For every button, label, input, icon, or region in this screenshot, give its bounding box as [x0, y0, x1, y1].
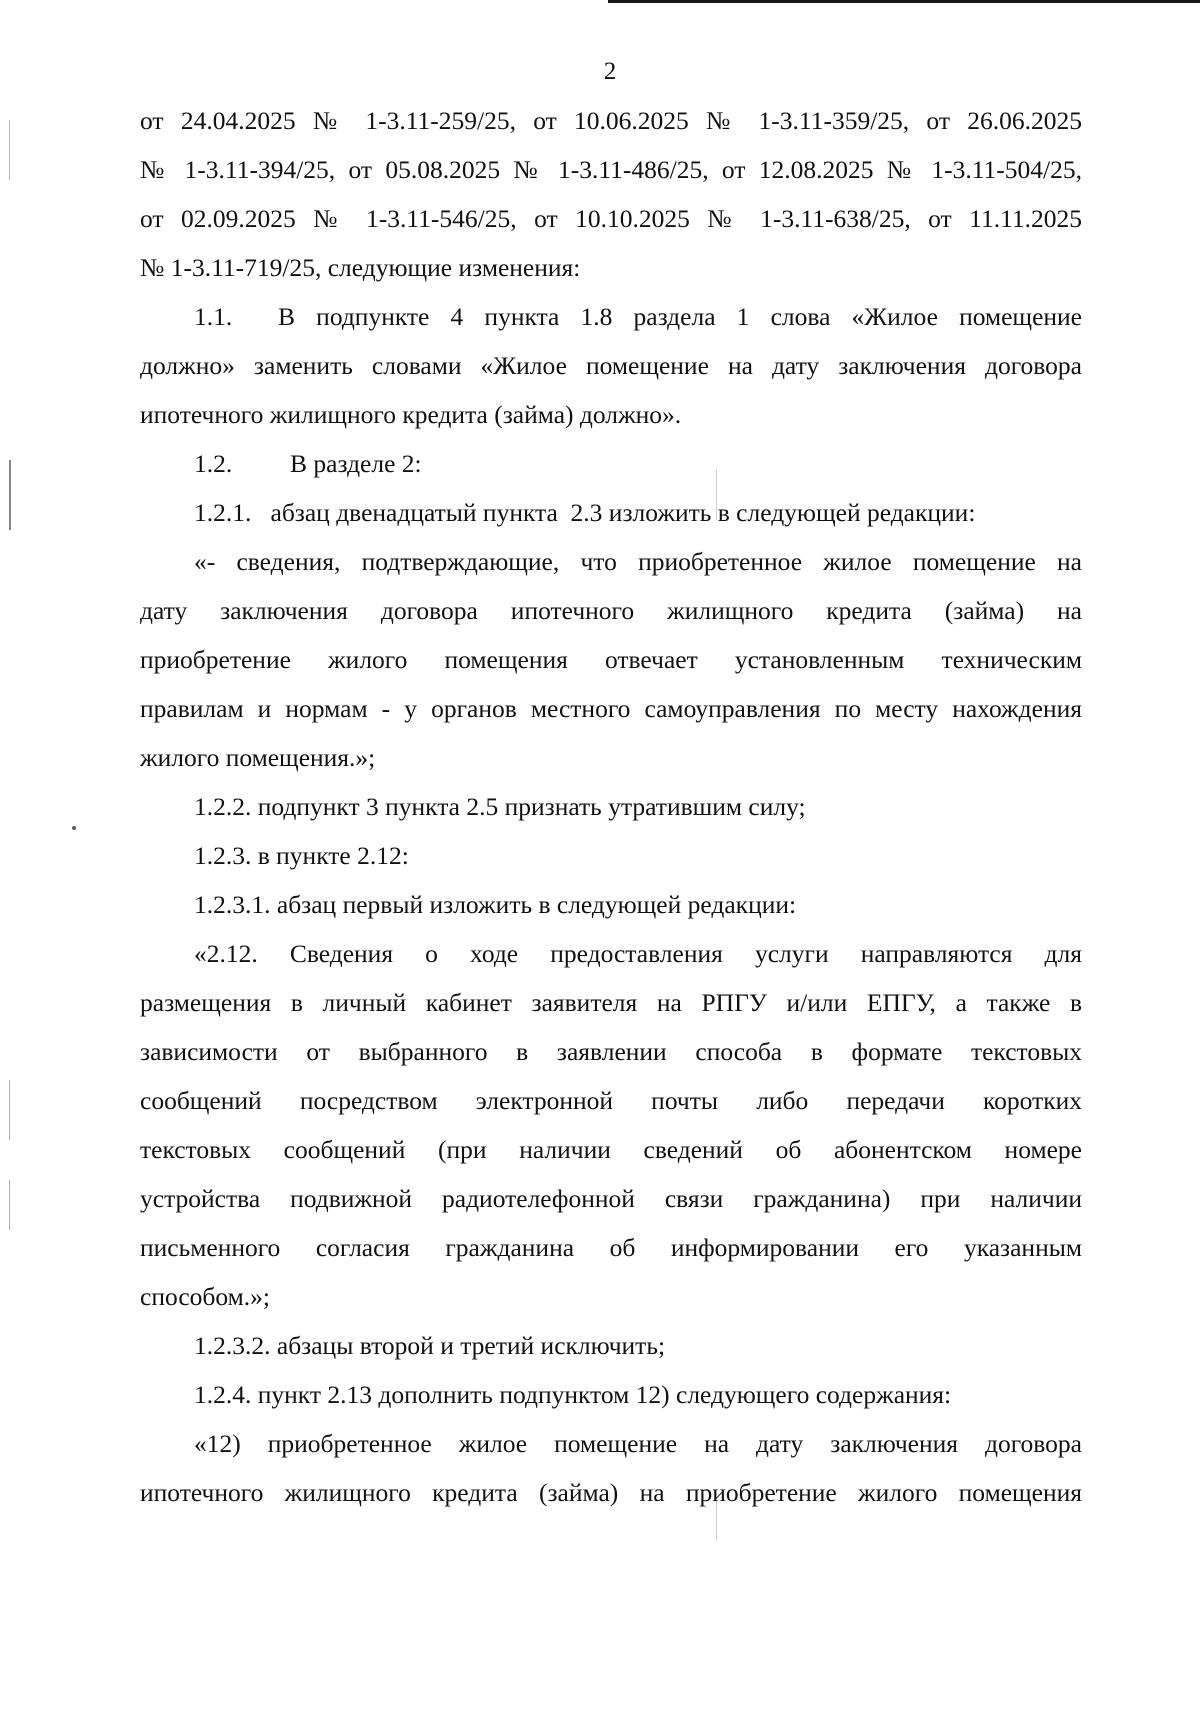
- text-line: ипотечного жилищного кредита (займа) должно».: [140, 400, 682, 429]
- quote-line: сообщений посредством электронной почты либо передачи коротких: [140, 1086, 1082, 1115]
- quote-line: приобретение жилого помещения отвечает установленным техническим: [140, 645, 1082, 674]
- paragraph-1-2-3: 1.2.3. в пункте 2.12:: [194, 841, 409, 870]
- text-line: № 1-3.11-394/25, от 05.08.2025 № 1-3.11-486/25, от 12.08.2025 № 1-3.11-504/25,: [140, 155, 1082, 184]
- paragraph-1-2-2: 1.2.2. подпункт 3 пункта 2.5 признать утратившим силу;: [194, 792, 806, 821]
- paragraph-1-2-1: 1.2.1. абзац двенадцатый пункта 2.3 изложить в следующей редакции:: [194, 498, 976, 527]
- quote-line: ипотечного жилищного кредита (займа) на приобретение жилого помещения: [140, 1478, 1082, 1507]
- scan-top-edge-line: [608, 0, 1200, 3]
- quote-line: «12) приобретенное жилое помещение на дату заключения договора: [194, 1429, 1082, 1458]
- text-line: № 1-3.11-719/25, следующие изменения:: [140, 253, 581, 282]
- quote-line: текстовых сообщений (при наличии сведений об абонентском номере: [140, 1135, 1082, 1164]
- quote-line: «2.12. Сведения о ходе предоставления услуги направляются для: [194, 939, 1082, 968]
- paragraph-1-2-4: 1.2.4. пункт 2.13 дополнить подпунктом 12) следующего содержания:: [194, 1380, 952, 1409]
- document-body: [140, 96, 1082, 1517]
- scan-artifact: [72, 826, 76, 830]
- paragraph-1-2-3-2: 1.2.3.2. абзацы второй и третий исключить;: [194, 1331, 666, 1360]
- text-line: от 24.04.2025 № 1-3.11-259/25, от 10.06.2025 № 1-3.11-359/25, от 26.06.2025: [140, 106, 1082, 135]
- scan-artifact: [9, 460, 11, 530]
- paragraph-1-1: [140, 292, 1082, 341]
- paragraph-1-2: [140, 439, 1082, 488]
- scan-artifact: [9, 120, 10, 180]
- text-line: должно» заменить словами «Жилое помещение на дату заключения договора: [140, 351, 1082, 380]
- quote-line: устройства подвижной радиотелефонной связи гражданина) при наличии: [140, 1184, 1082, 1213]
- quote-line: правилам и нормам - у органов местного самоуправления по месту нахождения: [140, 694, 1082, 723]
- scan-artifact: [9, 1080, 10, 1140]
- quote-line: зависимости от выбранного в заявлении способа в формате текстовых: [140, 1037, 1082, 1066]
- quote-line: способом.»;: [140, 1282, 271, 1311]
- item-number: 1.2.: [194, 449, 233, 478]
- item-number: 1.1.: [194, 302, 233, 331]
- item-text: В разделе 2:: [290, 449, 422, 478]
- text-line: от 02.09.2025 № 1-3.11-546/25, от 10.10.2025 № 1-3.11-638/25, от 11.11.2025: [140, 204, 1082, 233]
- quote-line: дату заключения договора ипотечного жилищного кредита (займа) на: [140, 596, 1082, 625]
- paragraph-1-2-3-1: 1.2.3.1. абзац первый изложить в следующей редакции:: [194, 890, 797, 919]
- page-number: 2: [603, 58, 617, 85]
- scan-artifact: [716, 1500, 717, 1540]
- quote-line: письменного согласия гражданина об информировании его указанным: [140, 1233, 1082, 1262]
- item-text: В подпункте 4 пункта 1.8 раздела 1 слова «Жилое помещение: [278, 302, 1082, 331]
- quote-line: «- сведения, подтверждающие, что приобретенное жилое помещение на: [194, 547, 1082, 576]
- scan-artifact: [716, 470, 717, 520]
- quote-line: размещения в личный кабинет заявителя на РПГУ и/или ЕПГУ, а также в: [140, 988, 1082, 1017]
- scan-artifact: [9, 1180, 10, 1230]
- quote-line: жилого помещения.»;: [140, 743, 376, 772]
